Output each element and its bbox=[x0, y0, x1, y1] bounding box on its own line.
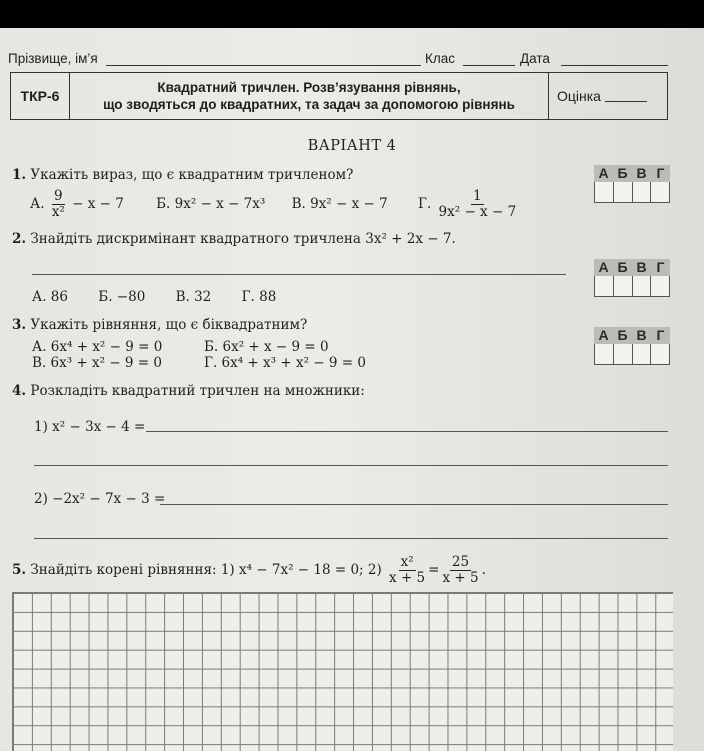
q1-option-a-fraction bbox=[52, 189, 65, 220]
q1-option-d-label: Г. bbox=[418, 196, 432, 212]
q5-f2-denominator: x + 5 bbox=[442, 570, 479, 586]
q3-option-d: Г. 6x⁴ + x³ + x² − 9 = 0 bbox=[204, 355, 366, 371]
q4-item-2-extra-line[interactable] bbox=[34, 538, 668, 539]
grade-field[interactable] bbox=[605, 91, 647, 102]
q4-item-1: 1) x² − 3x − 4 = bbox=[34, 419, 146, 435]
name-label: Прізвище, ім’я bbox=[8, 51, 98, 66]
variant-title: ВАРІАНТ 4 bbox=[307, 138, 397, 154]
q1-d-denominator: 9x² − x − 7 bbox=[438, 204, 517, 220]
q2-option-b: Б. −80 bbox=[98, 289, 146, 305]
q1-number: 1. bbox=[12, 167, 27, 183]
q1-option-d-fraction bbox=[439, 189, 517, 220]
q1-col-b: Б bbox=[617, 165, 628, 181]
q3-col-d: Г bbox=[656, 327, 665, 343]
q3-col-b: Б bbox=[617, 327, 628, 343]
q5-number: 5. bbox=[12, 562, 27, 578]
q2-col-d: Г bbox=[656, 259, 665, 275]
q1-option-b: 9x² − x − 7x³ bbox=[174, 196, 266, 212]
q1-options bbox=[30, 189, 519, 220]
question-5 bbox=[12, 555, 486, 586]
answer-grid-area[interactable] bbox=[12, 592, 673, 751]
test-title-line2: що зводяться до квадратних, та задач за допомогою рівнянь bbox=[103, 97, 515, 112]
q1-answer-grid bbox=[594, 165, 670, 203]
q2-answer-box-a[interactable] bbox=[595, 276, 614, 296]
student-header bbox=[8, 51, 668, 71]
q3-options bbox=[32, 339, 366, 371]
q1-col-d: Г bbox=[656, 165, 665, 181]
q2-col-c: В bbox=[636, 259, 647, 275]
q2-answer-box-b[interactable] bbox=[614, 276, 633, 296]
q3-col-a: А bbox=[598, 327, 609, 343]
q5-f1-numerator: x² bbox=[400, 554, 414, 570]
q4-item-1-extra-line[interactable] bbox=[34, 465, 668, 466]
q5-equals: = bbox=[428, 562, 440, 578]
q1-option-c-label: В. bbox=[291, 196, 306, 212]
q4-text: Розкладіть квадратний тричлен на множники: bbox=[30, 383, 365, 399]
q2-text: Знайдіть дискримінант квадратного тричлена 3x² + 2x − 7. bbox=[30, 231, 456, 247]
q5-fraction-2 bbox=[442, 555, 478, 586]
q1-d-numerator: 1 bbox=[473, 188, 482, 204]
grade-label: Оцінка bbox=[557, 88, 601, 104]
q1-option-c: 9x² − x − 7 bbox=[310, 196, 388, 212]
q3-answer-box-d[interactable] bbox=[651, 344, 669, 364]
q2-answer-grid bbox=[594, 259, 670, 297]
q3-number: 3. bbox=[12, 317, 27, 333]
q4-item-2: 2) −2x² − 7x − 3 = bbox=[34, 491, 166, 507]
grade-cell bbox=[549, 73, 667, 119]
name-field[interactable] bbox=[106, 65, 421, 66]
q2-option-c: В. 32 bbox=[175, 289, 212, 305]
q3-answer-grid bbox=[594, 327, 670, 365]
q2-number: 2. bbox=[12, 231, 27, 247]
q3-option-b: Б. 6x² + x − 9 = 0 bbox=[204, 339, 329, 355]
q1-a-denominator: x² bbox=[51, 204, 65, 220]
q1-answer-box-b[interactable] bbox=[614, 182, 633, 202]
q3-answer-box-a[interactable] bbox=[595, 344, 614, 364]
q1-a-numerator: 9 bbox=[54, 188, 63, 204]
q2-answer-line[interactable] bbox=[32, 274, 566, 275]
q3-text: Укажіть рівняння, що є біквадратним? bbox=[30, 317, 308, 333]
q1-answer-box-c[interactable] bbox=[633, 182, 652, 202]
q1-answer-box-a[interactable] bbox=[595, 182, 614, 202]
q5-f2-numerator: 25 bbox=[451, 554, 470, 570]
q1-answer-box-d[interactable] bbox=[651, 182, 669, 202]
q3-option-c: В. 6x³ + x² − 9 = 0 bbox=[32, 355, 163, 371]
q5-f1-denominator: x + 5 bbox=[389, 570, 426, 586]
test-info-box bbox=[10, 72, 668, 120]
q3-answer-box-c[interactable] bbox=[633, 344, 652, 364]
class-label: Клас bbox=[425, 51, 455, 66]
q2-answer-box-c[interactable] bbox=[633, 276, 652, 296]
q2-options bbox=[32, 289, 276, 305]
date-field[interactable] bbox=[561, 65, 668, 66]
question-2 bbox=[12, 231, 456, 247]
q2-col-b: Б bbox=[617, 259, 628, 275]
question-4 bbox=[12, 383, 365, 399]
q3-option-a: А. 6x⁴ + x² − 9 = 0 bbox=[32, 339, 163, 355]
q4-item-2-answer-line[interactable] bbox=[160, 504, 668, 505]
question-3 bbox=[12, 317, 307, 333]
q2-col-a: А bbox=[598, 259, 609, 275]
q4-number: 4. bbox=[12, 383, 27, 399]
worksheet-page bbox=[0, 28, 704, 751]
q1-option-a-label: А. bbox=[30, 196, 45, 212]
q4-item-1-answer-line[interactable] bbox=[146, 431, 668, 432]
q5-text: Знайдіть корені рівняння: 1) x⁴ − 7x² − 18 = 0; 2) bbox=[30, 562, 382, 578]
q2-option-a: А. 86 bbox=[32, 289, 68, 305]
q1-col-a: А bbox=[598, 165, 609, 181]
q5-fraction-1 bbox=[389, 555, 425, 586]
test-code: ТКР-6 bbox=[11, 73, 70, 119]
q5-end: . bbox=[481, 562, 486, 578]
q2-answer-box-d[interactable] bbox=[651, 276, 669, 296]
q1-a-rest: − x − 7 bbox=[67, 196, 124, 212]
q3-col-c: В bbox=[636, 327, 647, 343]
class-field[interactable] bbox=[463, 65, 515, 66]
test-title bbox=[70, 73, 549, 119]
q1-text: Укажіть вираз, що є квадратним тричленом? bbox=[30, 167, 354, 183]
date-label: Дата bbox=[520, 51, 550, 66]
q1-option-b-label: Б. bbox=[156, 196, 171, 212]
q2-option-d: Г. 88 bbox=[241, 289, 277, 305]
question-1 bbox=[12, 167, 353, 183]
q3-answer-box-b[interactable] bbox=[614, 344, 633, 364]
q1-col-c: В bbox=[636, 165, 647, 181]
test-title-line1: Квадратний тричлен. Розв’язування рівнянь, bbox=[157, 80, 461, 95]
